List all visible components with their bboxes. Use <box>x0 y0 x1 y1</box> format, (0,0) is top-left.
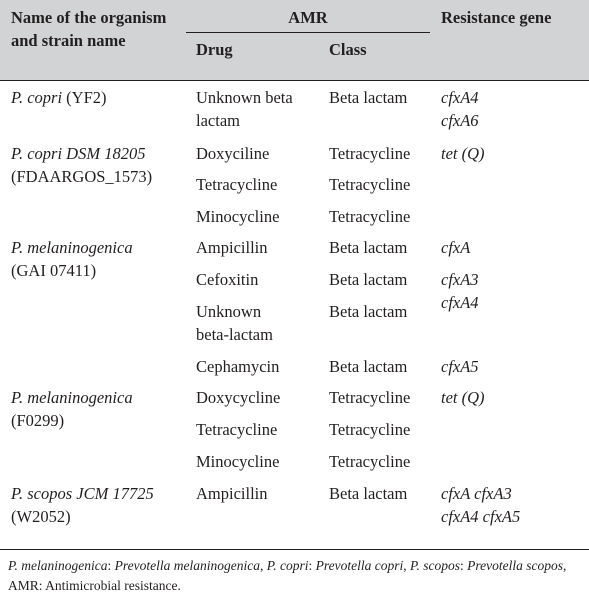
organism-cell <box>11 236 189 282</box>
strain-name: (YF2) <box>62 88 107 107</box>
header-bottom-rule <box>0 80 589 81</box>
organism-cell <box>11 482 189 528</box>
class-cell: Beta lactam <box>329 484 408 503</box>
drug-cell: Cefoxitin <box>196 270 259 289</box>
strain-name: (F0299) <box>11 411 65 430</box>
drug-cell: Cephamycin <box>196 357 280 376</box>
class-cell: Tetracycline <box>329 207 411 226</box>
header-class: Class <box>329 40 367 59</box>
class-cell: Tetracycline <box>329 388 411 407</box>
table-bottom-rule <box>0 549 589 550</box>
class-cell: Beta lactam <box>329 238 408 257</box>
footnote-segment: Prevotella melaninogenica <box>114 558 260 573</box>
drug-cell: Ampicillin <box>196 484 268 503</box>
footnote-segment: P. melaninogenica <box>8 558 108 573</box>
footnote-segment: , <box>403 558 410 573</box>
organism-cell <box>11 86 189 109</box>
footnote-segment: P. copri <box>266 558 309 573</box>
footnote-segment: : <box>460 558 468 573</box>
drug-cell: Minocycline <box>196 452 280 471</box>
class-cell: Tetracycline <box>329 420 411 439</box>
class-cell: Tetracycline <box>329 452 411 471</box>
strain-name: (GAI 07411) <box>11 261 97 280</box>
header-subdivider <box>186 32 430 33</box>
drug-cell: Doxycycline <box>196 388 281 407</box>
organism-name: P. copri <box>11 88 63 107</box>
resistance-gene-cell: cfxA3 cfxA4 <box>441 270 479 312</box>
organism-name: P. melaninogenica <box>11 238 133 257</box>
class-cell: Beta lactam <box>329 88 408 107</box>
organism-cell <box>11 142 189 188</box>
footnote-segment: P. scopos <box>409 558 460 573</box>
class-cell: Beta lactam <box>329 270 408 289</box>
footnote-segment: , <box>259 558 267 573</box>
organism-name: P. copri DSM 18205 <box>11 144 146 163</box>
strain-name: (FDAARGOS_1573) <box>11 167 153 186</box>
organism-name: P. melaninogenica <box>11 388 133 407</box>
drug-cell: Doxyciline <box>196 144 270 163</box>
resistance-gene-cell: tet (Q) <box>441 388 485 407</box>
header-drug: Drug <box>196 40 233 59</box>
class-cell: Tetracycline <box>329 175 411 194</box>
drug-cell: Ampicillin <box>196 238 268 257</box>
resistance-gene-cell: cfxA cfxA3 cfxA4 cfxA5 <box>441 484 521 526</box>
drug-cell: Minocycline <box>196 207 280 226</box>
class-cell: Beta lactam <box>329 302 408 321</box>
header-organism: Name of the organism and strain name <box>11 8 167 50</box>
footnote-segment: Prevotella copri <box>315 558 404 573</box>
header-resistance-gene: Resistance gene <box>441 8 552 27</box>
resistance-gene-cell: cfxA4 cfxA6 <box>441 88 479 130</box>
strain-name: (W2052) <box>11 507 71 526</box>
resistance-gene-cell: tet (Q) <box>441 144 485 163</box>
footnote-segment: : <box>308 558 316 573</box>
footnote-segment: Prevotella scopos <box>467 558 563 573</box>
organism-name: P. scopos JCM 17725 <box>11 484 154 503</box>
drug-cell: Unknown beta-lactam <box>196 302 273 344</box>
header-amr: AMR <box>288 8 328 27</box>
class-cell: Tetracycline <box>329 144 411 163</box>
table-footnote <box>8 556 583 596</box>
resistance-gene-cell: cfxA5 <box>441 357 479 376</box>
drug-cell: Unknown beta lactam <box>196 88 293 130</box>
drug-cell: Tetracycline <box>196 420 278 439</box>
drug-cell: Tetracycline <box>196 175 278 194</box>
class-cell: Beta lactam <box>329 357 408 376</box>
footnote-segment: , AMR: Antimicrobial resistance. <box>8 558 567 593</box>
organism-cell <box>11 386 189 432</box>
resistance-gene-cell: cfxA <box>441 238 471 257</box>
footnote-segment: : <box>107 558 115 573</box>
